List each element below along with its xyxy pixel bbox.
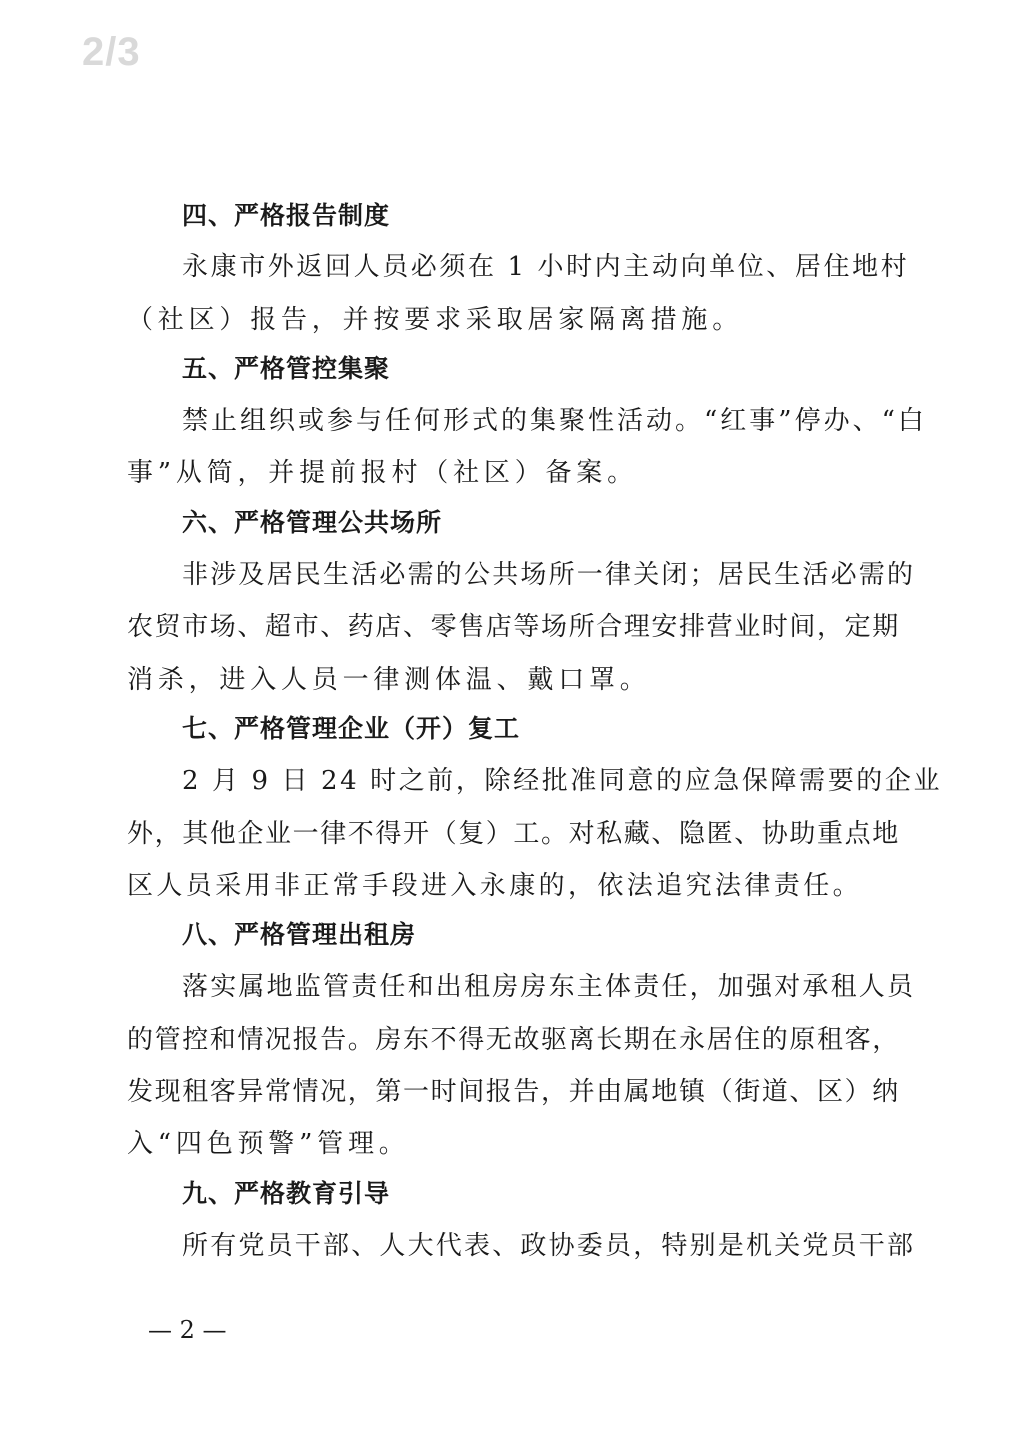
section-8-line-2: 的管控和情况报告。房东不得无故驱离长期在永居住的原租客， (127, 1025, 900, 1055)
section-6-line-1: 非涉及居民生活必需的公共场所一律关闭；居民生活必需的 (182, 560, 916, 590)
section-5-line-1: 禁止组织或参与任何形式的集聚性活动。“红事”停办、“白 (182, 406, 927, 436)
section-6-line-3: 消杀，进入人员一律测体温、戴口罩。 (127, 665, 651, 695)
section-7-line-1: 2 月 9 日 24 时之前，除经批准同意的应急保障需要的企业 (182, 766, 943, 796)
section-7-line-3: 区人员采用非正常手段进入永康的，依法追究法律责任。 (127, 871, 863, 901)
section-6-line-2: 农贸市场、超市、药店、零售店等场所合理安排营业时间，定期 (127, 612, 900, 642)
section-5-line-2: 事”从简，并提前报村（社区）备案。 (127, 458, 638, 488)
section-8-line-1: 落实属地监管责任和出租房房东主体责任，加强对承租人员 (182, 972, 916, 1002)
section-heading-6: 六、严格管理公共场所 (182, 508, 443, 537)
section-heading-9: 九、严格教育引导 (182, 1179, 391, 1208)
section-8-line-4: 入“四色预警”管理。 (127, 1129, 410, 1159)
page-indicator: 2/3 (82, 30, 141, 74)
section-7-line-2: 外，其他企业一律不得开（复）工。对私藏、隐匿、协助重点地 (127, 819, 900, 849)
section-heading-5: 五、严格管控集聚 (182, 354, 391, 383)
section-9-line-1: 所有党员干部、人大代表、政协委员，特别是机关党员干部 (182, 1231, 916, 1261)
section-4-line-2: （社区）报告，并按要求采取居家隔离措施。 (127, 305, 744, 335)
page-number-footer: — 2 — (148, 1316, 227, 1344)
section-heading-4: 四、严格报告制度 (182, 201, 391, 230)
section-4-line-1: 永康市外返回人员必须在 1 小时内主动向单位、居住地村 (182, 252, 910, 282)
section-8-line-3: 发现租客异常情况，第一时间报告，并由属地镇（街道、区）纳 (127, 1077, 900, 1107)
section-heading-7: 七、严格管理企业（开）复工 (182, 714, 521, 743)
section-heading-8: 八、严格管理出租房 (182, 920, 417, 949)
